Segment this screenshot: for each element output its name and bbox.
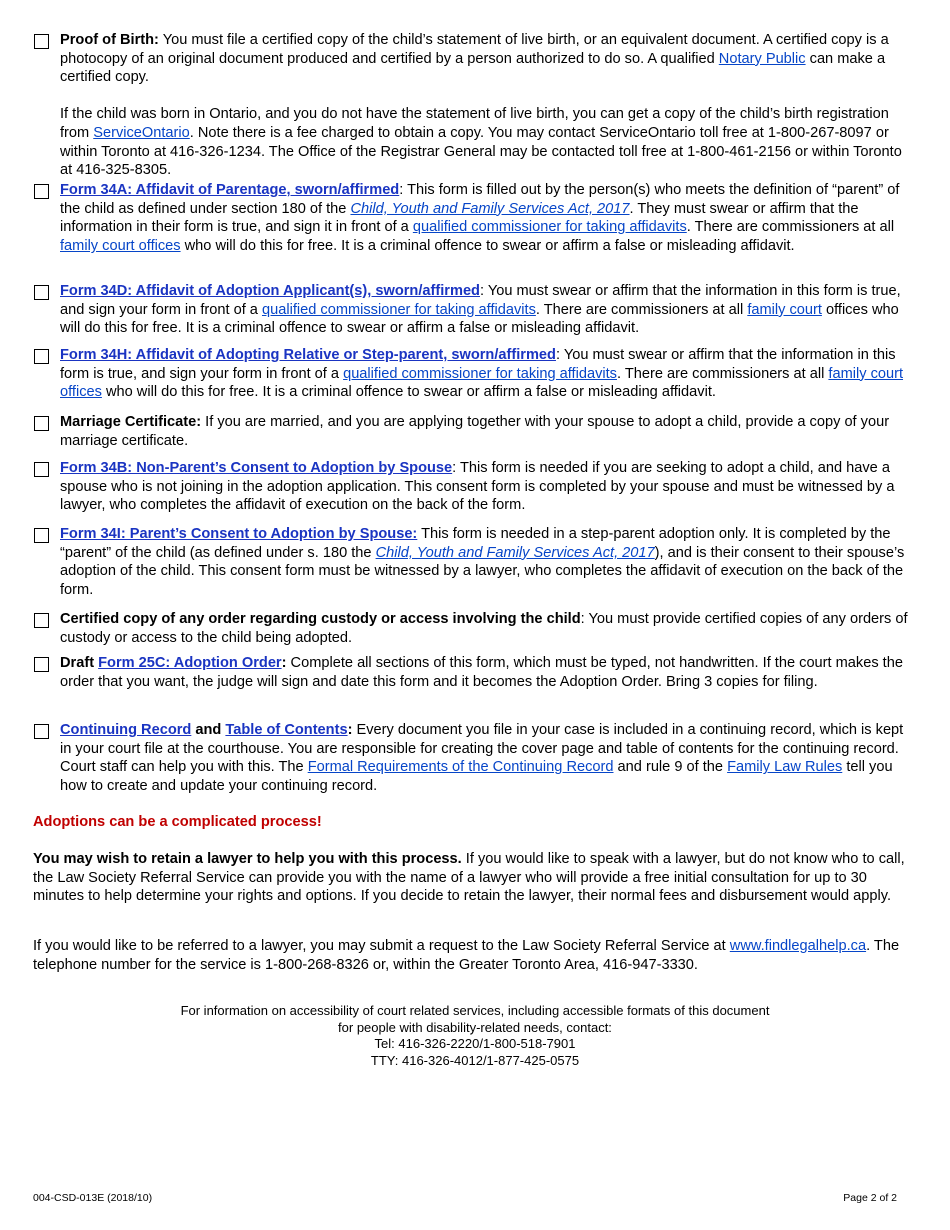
checkbox-form-25c[interactable]	[34, 657, 49, 672]
findlegalhelp-link[interactable]: www.findlegalhelp.ca	[729, 938, 867, 954]
continuing-record-link[interactable]: Continuing Record	[60, 722, 192, 738]
item-text: Form 34H: Affidavit of Adopting Relative or Step-parent, sworn/affirmed: You must swear or affirm that the information in this form is true, and sign your form in front of a qualified commissioner for taking affidavits. There are commissioners at all family court offices who will do this for free. It is a criminal offence to swear or affirm a false or misleading affidavit.	[60, 347, 904, 401]
form-34i-link[interactable]: Form 34I: Parent’s Consent to Adoption by Spouse:	[60, 526, 418, 542]
item-text: Draft Form 25C: Adoption Order: Complete all sections of this form, which must be typed, not handwritten. If the court makes the order that you want, the judge will sign and date this form and it becomes the Adoption Order. Bring 3 copies for filing.	[60, 655, 903, 690]
form-34h-link[interactable]: Form 34H: Affidavit of Adopting Relative or Step-parent, sworn/affirmed	[60, 347, 556, 363]
form-number: 004-CSD-013E (2018/10)	[33, 1192, 153, 1204]
family-court-offices-link[interactable]: family court offices	[60, 238, 181, 255]
item-text: Form 34D: Affidavit of Adoption Applicant(s), sworn/affirmed: You must swear or affirm that the information in this form is true, and sign your form in front of a qualified commissioner for taking affidavits. There are commissioners at all family court offices who will do this for free. It is a criminal offence to swear or affirm a false or misleading affidavit.	[60, 283, 901, 337]
commissioner-link[interactable]: qualified commissioner for taking affidavits	[343, 365, 617, 382]
item-title: Proof of Birth:	[60, 32, 159, 48]
warning-heading: Adoptions can be a complicated process!	[33, 814, 322, 830]
item-text: Form 34B: Non-Parent’s Consent to Adoption by Spouse: This form is needed if you are seeking to adopt a child, and have a spouse who is not joining in the adoption application. This consent form is completed by your spouse and must be witnessed by a lawyer, who completes the affidavit of execution on the back of the form.	[60, 460, 895, 514]
formal-requirements-link[interactable]: Formal Requirements of the Continuing Record	[307, 759, 614, 776]
checkbox-form-34b[interactable]	[34, 462, 49, 477]
page-number: Page 2 of 2	[843, 1192, 897, 1204]
table-of-contents-link[interactable]: Table of Contents	[225, 722, 348, 738]
checkbox-marriage-certificate[interactable]	[34, 416, 49, 431]
serviceontario-link[interactable]: ServiceOntario	[93, 124, 190, 141]
checkbox-form-34i[interactable]	[34, 528, 49, 543]
accessibility-notice: For information on accessibility of court related services, including accessible formats of this document for people with disability-related needs, contact: Tel: 416-326-2220/1-800-518-7901 TTY: 416-326-4012/1-877-425-0575	[100, 1003, 850, 1069]
item-text: Form 34A: Affidavit of Parentage, sworn/affirmed: This form is filled out by the person(s) who meets the definition of “parent” of the child as defined under section 180 of the Child, Youth and Family Services Act, 2017. They must swear or affirm that the information in their form is true, and sign it in front of a qualified commissioner for taking affidavits. There are commissioners at all family court offices who will do this for free. It is a criminal offence to swear or affirm a false or misleading affidavit.	[60, 182, 900, 255]
tty-number: TTY: 416-326-4012/1-877-425-0575	[370, 1052, 580, 1068]
commissioner-link[interactable]: qualified commissioner for taking affidavits	[412, 219, 687, 236]
form-25c-link[interactable]: Form 25C: Adoption Order	[98, 655, 282, 671]
item-title: Certified copy of any order regarding custody or access involving the child	[60, 611, 581, 627]
commissioner-link[interactable]: qualified commissioner for taking affidavits	[261, 301, 536, 318]
family-law-rules-link[interactable]: Family Law Rules	[727, 759, 843, 776]
checkbox-custody-order[interactable]	[34, 613, 49, 628]
notary-public-link[interactable]: Notary Public	[718, 50, 806, 67]
item-text: Marriage Certificate: If you are married, and you are applying together with your spouse to adopt a child, provide a copy of your marriage certificate.	[60, 414, 890, 449]
item-text: Form 34I: Parent’s Consent to Adoption by Spouse: This form is needed in a step-parent adoption only. It is completed by the “parent” of the child (as defined under s. 180 the Child, Youth and Family Services Act, 2017), and is their consent to their spouse’s adoption of the child. This consent form must be witnessed by a lawyer, who completes the affidavit of execution on the back of the form.	[60, 526, 905, 599]
family-court-link[interactable]: family court	[747, 301, 822, 318]
checkbox-form-34h[interactable]	[34, 349, 49, 364]
cyfsa-link[interactable]: Child, Youth and Family Services Act, 2017	[350, 200, 630, 217]
cyfsa-link[interactable]: Child, Youth and Family Services Act, 2017	[375, 544, 655, 561]
lawyer-paragraph: You may wish to retain a lawyer to help you with this process. If you would like to speak with a lawyer, but do not know who to call, the Law Society Referral Service can provide you with the name of a lawyer who will provide a free initial consultation for up to 30 minutes to help determine your rights and options. If you decide to retain the lawyer, their normal fees and disbursement would apply.	[33, 851, 905, 905]
checkbox-form-34a[interactable]	[34, 184, 49, 199]
item-text: Certified copy of any order regarding custody or access involving the child: You must provide certified copies of any orders of custody or access to the child being adopted.	[60, 611, 908, 646]
referral-paragraph: If you would like to be referred to a lawyer, you may submit a request to the Law Society Referral Service at www.findlegalhelp.ca. The telephone number for the service is 1-800-268-8326 or, within the Greater Toronto Area, 416-947-3330.	[33, 938, 900, 973]
telephone-number: Tel: 416-326-2220/1-800-518-7901	[374, 1036, 576, 1051]
form-34d-link[interactable]: Form 34D: Affidavit of Adoption Applicant(s), sworn/affirmed	[60, 283, 480, 299]
family-court-offices-link[interactable]: family court offices	[60, 365, 904, 401]
form-34b-link[interactable]: Form 34B: Non-Parent’s Consent to Adoption by Spouse	[60, 460, 453, 476]
item-title: Marriage Certificate:	[60, 414, 202, 430]
checkbox-form-34d[interactable]	[34, 285, 49, 300]
item-text: Continuing Record and Table of Contents: Every document you file in your case is included in a continuing record, which is kept in your court file at the courthouse. You are responsible for creating the cover page and table of contents for the continuing record. Court staff can help you with this. The Formal Requirements of the Continuing Record and rule 9 of the Family Law Rules tell you how to create and update your continuing record.	[60, 722, 904, 795]
checkbox-continuing-record[interactable]	[34, 724, 49, 739]
form-34a-link[interactable]: Form 34A: Affidavit of Parentage, sworn/affirmed	[60, 182, 400, 198]
item-text: Proof of Birth: You must file a certified copy of the child’s statement of live birth, or an equivalent document. A certified copy is a photocopy of an original document produced and certified by a person authorized to do so. A qualified Notary Public can make a certified copy. If the child was born in Ontario, and you do not have the statement of live birth, you can get a copy of the child’s birth registration from ServiceOntario. Note there is a fee charged to obtain a copy. You may contact ServiceOntario toll free at 1-800-267-8097 or within Toronto at 416-326-1234. The Office of the Registrar General may be contacted toll free at 1-800-461-2156 or within Toronto at 416-325-8305.	[60, 32, 902, 179]
checkbox-proof-of-birth[interactable]	[34, 34, 49, 49]
